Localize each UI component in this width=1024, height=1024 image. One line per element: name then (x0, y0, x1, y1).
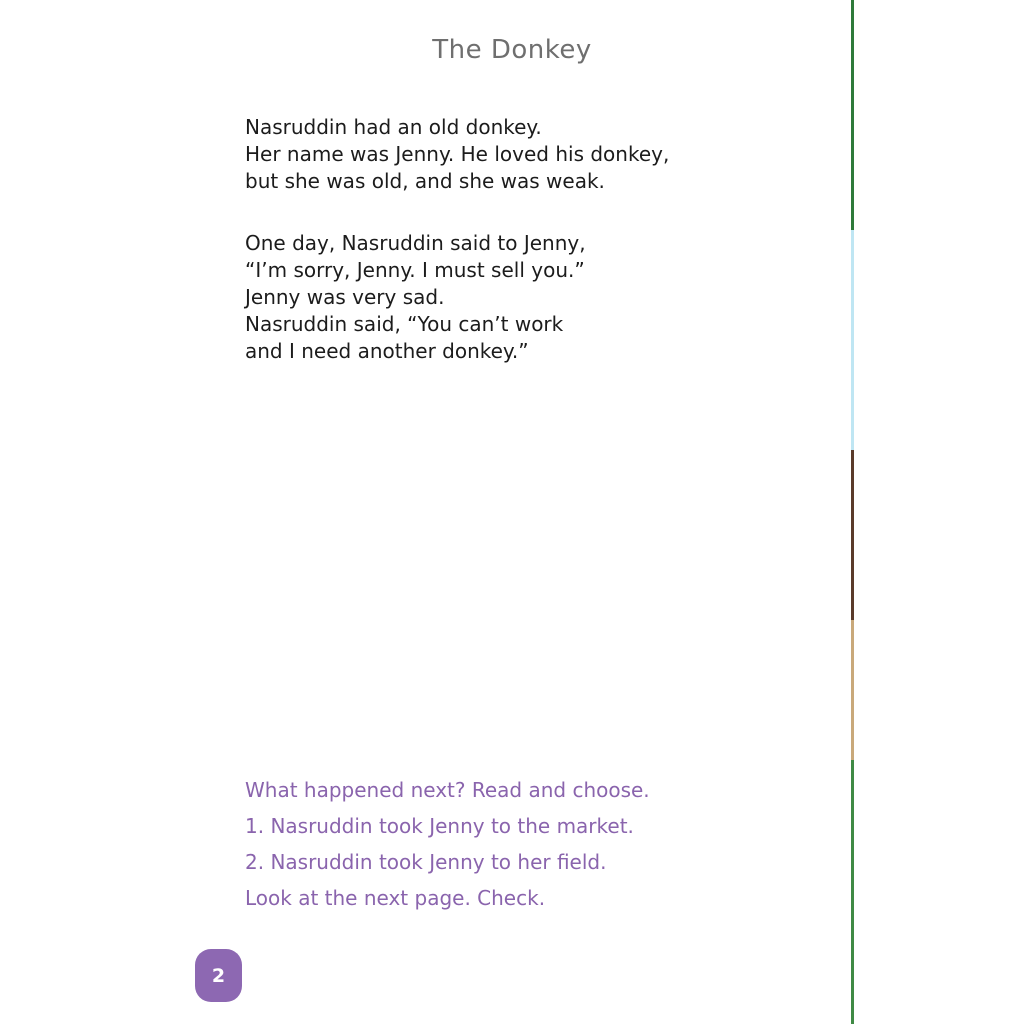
story-line: Her name was Jenny. He loved his donkey, (245, 142, 670, 166)
story-paragraph-2 (245, 230, 805, 365)
activity-section (245, 772, 805, 916)
activity-option-2: 2. Nasruddin took Jenny to her field. (245, 850, 607, 874)
story-line: Jenny was very sad. (245, 285, 445, 309)
facing-page-edge (851, 0, 854, 1024)
story-paragraph-1 (245, 114, 805, 195)
story-line: Nasruddin had an old donkey. (245, 115, 542, 139)
page-title: The Donkey (432, 35, 592, 65)
story-line: “I’m sorry, Jenny. I must sell you.” (245, 258, 585, 282)
story-line: and I need another donkey.” (245, 339, 529, 363)
story-line: One day, Nasruddin said to Jenny, (245, 231, 586, 255)
page-number-badge: 2 (195, 949, 242, 1002)
activity-instruction: Look at the next page. Check. (245, 886, 546, 910)
activity-option-1: 1. Nasruddin took Jenny to the market. (245, 814, 634, 838)
story-line: Nasruddin said, “You can’t work (245, 312, 564, 336)
story-line: but she was old, and she was weak. (245, 169, 605, 193)
activity-prompt: What happened next? Read and choose. (245, 778, 650, 802)
